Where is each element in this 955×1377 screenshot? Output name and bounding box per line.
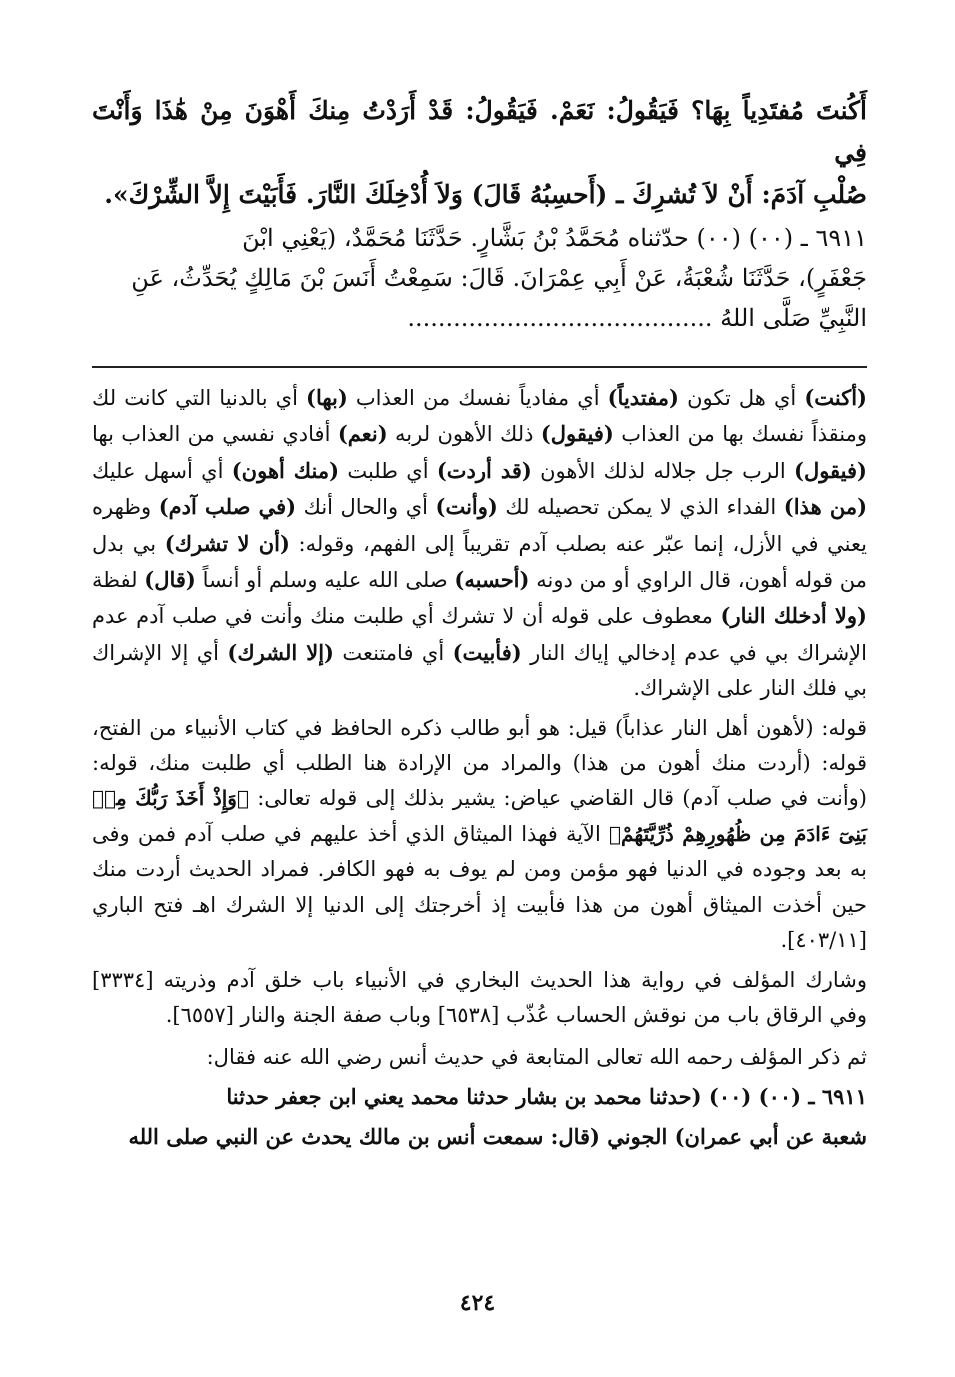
term: (قد أردت) <box>436 457 532 483</box>
term: (أحسبه) <box>454 567 530 593</box>
text: صلى الله عليه وسلم أو أنساً <box>195 568 455 593</box>
term: (ولا أدخلك النار) <box>720 603 867 629</box>
isnad-line-2: جَعْفَرٍ)، حَدَّثَنَا شُعْبَةُ، عَنْ أَبِي عِمْرَانَ. قَالَ: سَمِعْتُ أَنَسَ بْنَ مَالِكٍ يُحَدِّثُ، عَنِ <box>131 264 867 292</box>
text: أي إلا الإشراك بي فلك النار على الإشراك. <box>92 640 867 701</box>
term: (فيقول) <box>540 421 614 447</box>
term: (قال) <box>144 567 196 593</box>
text: الآية فهذا الميثاق الذي أخذ عليهم في صلب آدم فمن وفى به بعد وجوده في الدنيا فهو مؤمن ومن لم يوف به فهو الكافر. فمراد الحديث أردت منك حين أخذت الميثاق أهون من هذا فأبيت إذ أخرجتك إلى الدنيا إلا الشرك اهـ فتح الباري [٤٠٣/١١]. <box>92 821 867 953</box>
term: (أكنت) <box>804 385 867 410</box>
text: معطوف على قوله أن لا تشرك أي طلبت منك وأنت في صلب آدم عدم الإشراك بي في عدم إدخالي إياك النار <box>92 604 867 665</box>
hadith-line-2: صُلْبِ آدَمَ: أَنْ لاَ تُشرِكَ ـ (أَحسِبُهُ قَالَ) وَلاَ أُدْخِلَكَ النَّارَ. فَأَبَيْتَ إِلاَّ الشِّرْكَ». <box>104 180 867 209</box>
term: (فأبيت) <box>452 639 522 665</box>
term: (نعم) <box>337 421 388 447</box>
text: قوله: (لأهون أهل النار عذاباً) قيل: هو أبو طالب ذكره الحافظ في كتاب الأنبياء من الفتح، قوله: (أردت منك أهون من هذا) والمراد من الإرادة هنا الطلب أي طلبت منك، قوله: (وأنت في صلب آدم) قال القاضي عياض: يشير بذلك إلى قوله تعالى: <box>92 715 867 811</box>
text: ذلك الأهون لربه <box>387 422 541 447</box>
commentary-isnad-line-2: شعبة عن أبي عمران) الجوني (قال: سمعت أنس بن مالك يحدث عن النبي صلى الله <box>128 1124 867 1150</box>
term: (فيقول) <box>794 457 867 483</box>
term: (بها) <box>306 385 348 410</box>
text: الفداء الذي لا يمكن تحصيله لك <box>497 495 784 520</box>
text: أي بالدنيا التي كانت لك ومنقذاً نفسك بها من العذاب <box>92 386 867 447</box>
text: أي طلبت <box>339 458 437 483</box>
main-text <box>92 90 867 338</box>
text: أي والحال أنك <box>296 495 436 520</box>
term: (إلا الشرك) <box>227 639 334 665</box>
hadith-isnad <box>92 218 867 338</box>
text: بي بدل من قوله أهون، قال الراوي أو من دونه <box>92 531 867 593</box>
term: (مفتدياً) <box>607 385 679 410</box>
term: (من هذا) <box>783 494 868 520</box>
text: لفظة <box>92 568 145 593</box>
text: وظهره يعني في الأزل، إنما عبّر عنه بصلب آدم تقريباً إلى الفهم، وقوله: <box>92 495 867 556</box>
term: (منك أهون) <box>231 457 340 483</box>
commentary-paragraph-4: ثم ذكر المؤلف رحمه الله تعالى المتابعة في حديث أنس رضي الله عنه فقال: <box>206 1045 867 1070</box>
term: (في صلب آدم) <box>158 494 297 520</box>
term: (أن لا تشرك) <box>164 530 290 556</box>
hadith-line-1: أَكُنتَ مُفتَدِياً بِهَا؟ فَيَقُولُ: نَعَمْ. فَيَقُولُ: قَدْ أَرَدْتُ مِنكَ أَهْوَنَ مِنْ هَٰذَا وَأَنْتَ فِي <box>92 96 867 167</box>
text: أي أسهل عليك <box>92 458 232 483</box>
quran-verse: ﴿وَإِذْ أَخَذَ رَبُّكَ مِنۢ بَنِىٓ ءَادَمَ مِن ظُهُورِهِمْ ذُرِّيَّتَهُمْ﴾ <box>92 786 867 846</box>
text: أي مفادياً نفسك من العذاب <box>347 386 608 410</box>
commentary-paragraph-2 <box>92 711 867 959</box>
commentary-paragraph-1 <box>92 380 867 707</box>
term: (وأنت) <box>435 494 498 520</box>
hadith-matn <box>92 90 867 216</box>
commentary-isnad-line-1: ٦٩١١ ـ (٠٠) (٠٠) (حدثنا محمد بن بشار حدثنا محمد يعني ابن جعفر حدثنا <box>226 1084 867 1110</box>
isnad-line-1: ٦٩١١ ـ (٠٠) (٠٠) حدّثناه مُحَمَّدُ بْنُ بَشَّارٍ. حَدَّثَنَا مُحَمَّدٌ، (يَعْنِي ابْنَ <box>242 224 867 252</box>
page-number: ٤٢٤ <box>459 1290 496 1316</box>
commentary <box>92 380 867 1157</box>
commentary-paragraph-3: وشارك المؤلف في رواية هذا الحديث البخاري في الأنبياء باب خلق آدم وذريته [٣٣٣٤] وفي الرقاق باب من نوقش الحساب عُذّب [٦٥٣٨] وباب صفة الجنة والنار [٦٥٥٧]. <box>92 967 867 1027</box>
text: أفادي نفسي من العذاب بها <box>92 422 338 447</box>
footnote-divider <box>92 366 867 368</box>
text: أي هل تكون <box>678 386 805 410</box>
text: أي فامتنعت <box>333 640 453 665</box>
text: الرب جل جلاله لذلك الأهون <box>531 458 795 483</box>
isnad-line-3: النَّبِيِّ صَلَّى اللهُ ........................................ <box>407 304 867 332</box>
